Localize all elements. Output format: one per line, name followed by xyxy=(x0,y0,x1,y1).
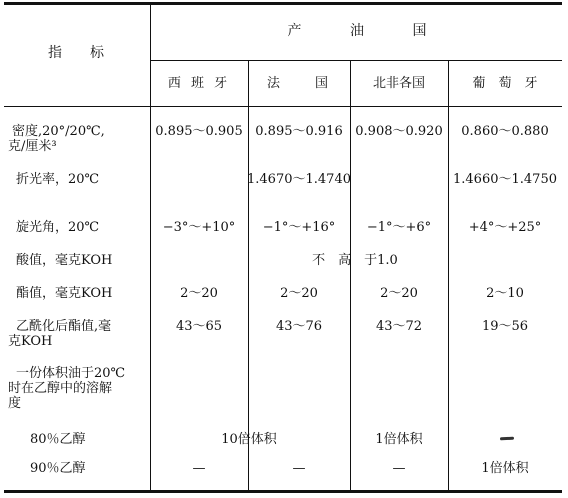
acetylated-ester-spain: 43～65 xyxy=(175,319,223,334)
ethanol-80-cols-1-2: 10倍体积 xyxy=(221,432,277,447)
ethanol-90-north-africa: — xyxy=(392,461,406,476)
acetylated-ester-north-africa: 43～72 xyxy=(375,319,423,334)
ester-value-portugal: 2～10 xyxy=(486,286,524,301)
density-spain: 0.895～0.905 xyxy=(155,124,243,139)
density-north-africa: 0.908～0.920 xyxy=(355,124,443,139)
optical-rotation-france: −1°～+16° xyxy=(262,220,336,235)
table-top-rule xyxy=(4,2,562,5)
density-france: 0.895～0.916 xyxy=(255,124,343,139)
acetylated-ester-portugal: 19～56 xyxy=(481,319,529,334)
col-divider-4 xyxy=(448,61,449,491)
optical-rotation-north-africa: −1°～+6° xyxy=(366,220,432,235)
optical-rotation-portugal: +4°～+25° xyxy=(468,220,542,235)
header-country-spain: 西 班 牙 xyxy=(167,76,231,91)
header-producer-group: 产 油 国 xyxy=(287,23,449,39)
acetylated-ester-france: 43～76 xyxy=(275,319,323,334)
refractive-index-cols-1-3: 1.4670～1.4740 xyxy=(247,172,351,187)
ethanol-90-france: — xyxy=(292,461,306,476)
row-label-ester-value: 酯值，毫克KOH xyxy=(16,286,113,301)
acid-value-all: 不 高 于1.0 xyxy=(312,253,398,268)
density-portugal: 0.860～0.880 xyxy=(461,124,549,139)
optical-rotation-spain: −3°～+10° xyxy=(162,220,236,235)
header-bottom-rule xyxy=(4,106,562,107)
col-divider-1 xyxy=(150,4,151,491)
row-label-density-line2: 克/厘米³ xyxy=(8,139,57,154)
ethanol-90-portugal: 1倍体积 xyxy=(481,461,529,476)
row-label-refractive-index: 折光率，20℃ xyxy=(16,172,100,187)
row-label-acid-value: 酸值，毫克KOH xyxy=(16,253,113,268)
header-rule-producer xyxy=(150,60,562,61)
row-label-optical-rotation: 旋光角，20℃ xyxy=(16,220,100,235)
header-country-france: 法 国 xyxy=(266,76,332,91)
row-label-solubility-line3: 度 xyxy=(8,396,22,411)
table-bottom-rule xyxy=(4,490,562,493)
ethanol-80-portugal-mark xyxy=(500,437,514,441)
row-label-acetylated-ester-line2: 克KOH xyxy=(8,334,53,349)
header-country-portugal: 葡 萄 牙 xyxy=(472,76,538,91)
row-label-solubility-line1: 一份体积油于20℃ xyxy=(16,366,126,381)
row-label-ethanol-80: 80％乙醇 xyxy=(30,432,86,447)
row-label-solubility-line2: 时在乙醇中的溶解 xyxy=(8,381,113,396)
row-label-ethanol-90: 90％乙醇 xyxy=(30,461,86,476)
refractive-index-portugal: 1.4660～1.4750 xyxy=(453,172,557,187)
row-label-density-line1: 密度,20°/20℃, xyxy=(12,124,105,139)
ester-value-france: 2～20 xyxy=(280,286,318,301)
ester-value-north-africa: 2～20 xyxy=(380,286,418,301)
col-divider-2 xyxy=(248,61,249,491)
ethanol-90-spain: — xyxy=(192,461,206,476)
ester-value-spain: 2～20 xyxy=(180,286,218,301)
ethanol-80-north-africa: 1倍体积 xyxy=(375,432,423,447)
col-divider-3 xyxy=(350,61,351,491)
header-indicator: 指 标 xyxy=(48,45,104,61)
row-label-acetylated-ester-line1: 乙酰化后酯值,毫 xyxy=(16,319,112,334)
header-country-north-africa: 北非各国 xyxy=(372,76,426,91)
